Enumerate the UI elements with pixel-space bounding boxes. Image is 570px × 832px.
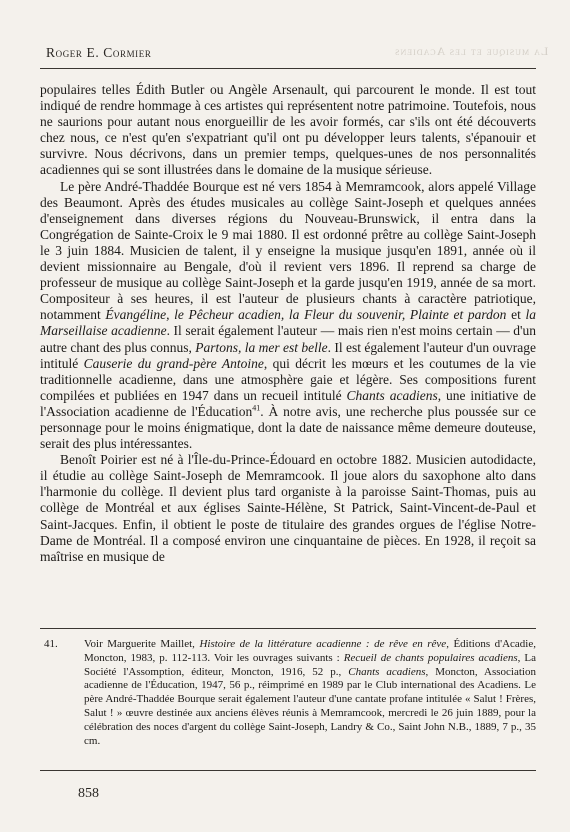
paragraph-2: Le père André-Thaddée Bourque est né vers 1854 à Memramcook, alors appelé Village des Beaumont. Après des études musicales au collège Saint-Joseph et quelques années d'enseignement dans diverses régions du Nouveau-Brunswick, il entra dans la Congrégation de Sainte-Croix le 9 mai 1880. Il est ordonné prêtre au collège Saint-Joseph le 3 juin 1884. Musicien de talent, il y enseigne la musique jusqu'en 1891, année où il devient missionnaire au Bengale, d'où il revient vers 1896. Il reprend sa charge de professeur de musique au collège Saint-Joseph et la garde jusqu'en 1919, année de sa mort. Compositeur à ses heures, il est l'auteur de plusieurs chants à caractère patriotique, notamment Évangéline, le Pêcheur acadien, la Fleur du souvenir, Plainte et pardon et la Marseillaise acadienne. Il serait également l'auteur — mais rien n'est moins certain — d'un autre chant des plus connus, Partons, la mer est belle. Il est également l'auteur d'un ouvrage intitulé Causerie du grand-père Antoine, qui décrit les mœurs et les coutumes de la vie traditionnelle acadienne, dans une atmosphère gaie et légère. Ses compositions furent compilées et publiées en 1947 dans un recueil intitulé Chants acadiens, une initiative de l'Association acadienne de l'Éducation$^{41}$. À notre avis, une recherche plus poussée sur ce personnage pour le moins énigmatique, dont la date de naissance même demeure douteuse, serait des plus intéressantes. <box>40 178 537 452</box>
body-text <box>40 82 536 565</box>
footnote <box>40 638 536 748</box>
footnote-text: Voir Marguerite Maillet, Histoire de la littérature acadienne : de rêve en rêve, Éditions d'Acadie, Moncton, 1983, p. 112-113. Voir les ouvrages suivants : Recueil de chants populaires acadiens, La Société l'Assomption, éditeur, Moncton, 1916, 52 p., Chants acadiens, Moncton, Association acadienne de l'Éducation, 1947, 56 p., réimprimé en 1989 par le Club international des Acadiens. Le père André-Thaddée Bourque serait également l'auteur d'une cantate profane intitulée « Salut ! Frères, Salut ! » œuvre destinée aux anciens élèves réunis à Memramcook, mercredi le 26 juin 1889, pour la célébration des noces d'argent du collège Saint-Joseph, Landry & Co., Saint John N.B., 1889, 7 p., 35 cm. <box>84 638 536 747</box>
song-titles: Évangéline, le Pêcheur acadien, la Fleur du souvenir, Plainte et pardon <box>105 307 507 323</box>
footnote-rule <box>40 628 536 629</box>
bleed-through-text: La musique et les Acadiens <box>393 44 548 58</box>
page-number: 858 <box>78 786 99 801</box>
song-title: Partons, la mer est belle <box>195 339 328 355</box>
song-title: la Marseillaise acadienne <box>40 307 536 339</box>
header-rule <box>40 68 536 69</box>
running-header: Roger E. Cormier <box>46 45 152 60</box>
footnote-number: 41. <box>44 638 58 650</box>
paragraph-3: Benoît Poirier est né à l'Île-du-Prince-Édouard en octobre 1882. Musicien autodidacte, il étudie au collège Saint-Joseph de Memramcook. Il joue alors du saxophone alto dans l'harmonie du collège. Il devient plus tard organiste à la paroisse Saint-Thomas, puis au collège de Montréal et aux églises Sainte-Hélène, St Patrick, Saint-Vincent-de-Paul et Saint-Jacques. Enfin, il obtient le poste de titulaire des grandes orgues de l'église Notre-Dame de Montréal. Il a composé environ une cinquantaine de pièces. En 1928, il reçoit sa maîtrise en musique de <box>40 452 536 564</box>
paragraph-1: populaires telles Édith Butler ou Angèle Arsenault, qui parcourent le monde. Il est tout indiqué de rendre hommage à ces artistes qui représentent notre patrimoine. Toutefois, nous ne saurions pour autant nous enorgueillir de les avoir formés, car s'ils ont été découverts chez nous, ce n'est qu'en s'expatriant qu'il ont pu développer leurs talents, s'épanouir et survivre. Nous décrivons, dans un premier temps, quelques-unes de nos personnalités acadiennes qui se sont illustrées dans le domaine de la musique sérieuse. <box>40 82 536 178</box>
book-title: Causerie du grand-père Antoine <box>83 355 264 371</box>
footer-rule <box>40 770 536 771</box>
footnote-reference[interactable]: 41 <box>252 403 261 413</box>
collection-title: Chants acadiens <box>346 387 438 403</box>
